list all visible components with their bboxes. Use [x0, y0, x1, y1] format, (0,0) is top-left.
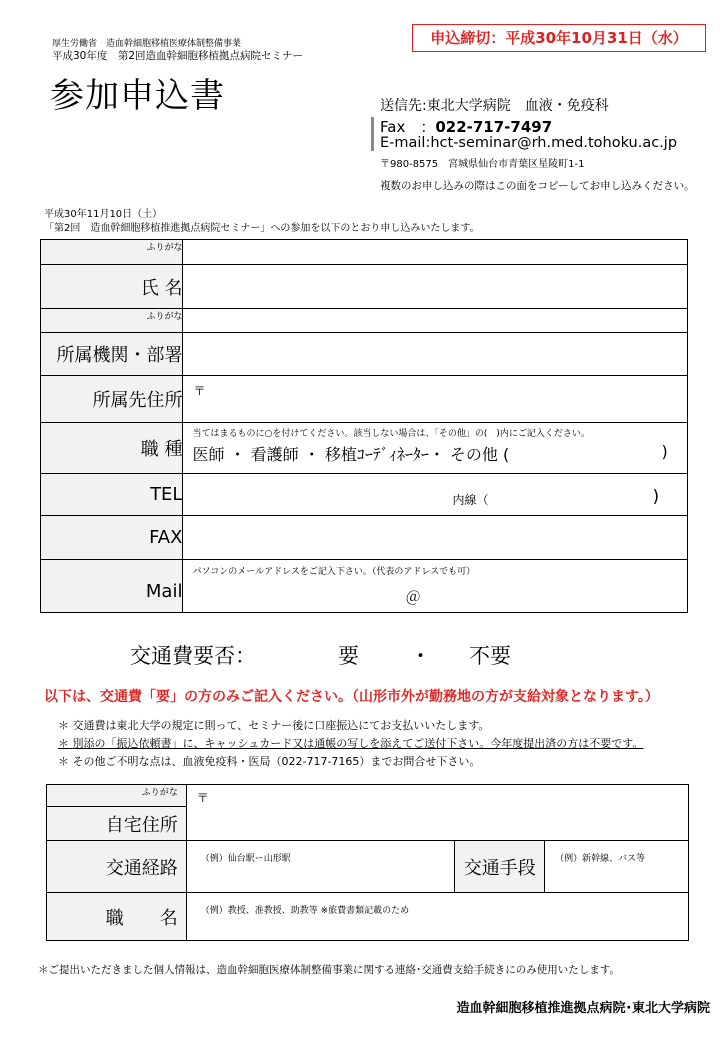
application-form [40, 239, 688, 613]
job-options-text: 医師 ・ 看護師 ・ 移植ｺｰﾃﾞｨﾈｰﾀｰ・ その他 ( [192, 445, 510, 464]
fax-field-label: FAX [41, 516, 183, 560]
job-title-field[interactable] [186, 893, 688, 941]
transport-form [46, 784, 689, 941]
means-field[interactable] [545, 841, 689, 893]
recipient-to: 送信先:東北大学病院 血液・免疫科 [380, 98, 609, 114]
home-postal-mark: 〒 [196, 791, 209, 805]
job-title-example: （例）教授、准教授、助教等 ※旅費書類記載のため [200, 906, 410, 916]
affiliation-address-label: 所属先住所 [41, 376, 183, 423]
job-field[interactable] [183, 423, 688, 474]
home-address-label: 自宅住所 [47, 807, 187, 841]
affiliation-address-field[interactable] [183, 376, 688, 423]
name-field[interactable] [183, 265, 688, 309]
recipient-bar [371, 117, 374, 151]
transport-bullet-3: ＊ その他ご不明な点は、血液免疫科・医局（022-717-7165）までお問合せ下さい。 [58, 755, 481, 768]
name-furigana-field[interactable] [183, 240, 688, 265]
privacy-note: ＊ご提出いただきました個人情報は、造血幹細胞医療体制整備事業に関する連絡･交通費支給手続きにのみ使用いたします。 [38, 964, 620, 976]
transport-bullet-1: ＊ 交通費は東北大学の規定に則って、セミナー後に口座振込にてお支払いいたします。 [58, 719, 490, 732]
tel-field[interactable] [183, 474, 688, 516]
route-label: 交通経路 [47, 841, 187, 893]
job-note: 当てはまるものに○を付けてください。該当しない場合は、「その他」の( )内にご記入ください。 [192, 429, 590, 439]
affiliation-field[interactable] [183, 333, 688, 376]
fax-label: Fax ： [380, 118, 436, 136]
ministry-line: 厚生労働省 造血幹細胞移植医療体制整備事業 [52, 39, 242, 49]
transport-bullet-2: ＊ 別添の「振込依頼書」に、キャッシュカード又は通帳の写しを添えてご送付下さい。今年度提出済の方は不要です。 [58, 737, 644, 750]
route-field[interactable] [186, 841, 455, 893]
mail-field[interactable] [183, 560, 688, 613]
home-furigana-field[interactable] [186, 785, 688, 807]
job-options [192, 442, 687, 465]
job-title-label: 職 名 [47, 893, 187, 941]
ext-label: 内線（ [452, 493, 489, 507]
transport-question: 交通費要否： [130, 644, 256, 668]
job-label: 職 種 [41, 423, 183, 474]
email-line: E-mail:hct-seminar@rh.med.tohoku.ac.jp [380, 135, 678, 151]
transport-separator: ・ [410, 644, 431, 668]
means-example: （例）新幹線、バス等 [555, 854, 646, 864]
fax-number: 022-717-7497 [435, 118, 553, 136]
means-label: 交通手段 [455, 841, 545, 893]
seminar-line: 平成30年度 第2回造血幹細胞移植拠点病院セミナー [52, 50, 304, 62]
furigana-label: ふりがな [41, 240, 183, 265]
mail-label: Mail [41, 560, 183, 613]
transport-notice: 以下は、交通費「要」の方のみご記入ください。（山形市外が勤務地の方が支給対象となります。） [44, 689, 659, 705]
transport-need-option[interactable]: 要 [338, 644, 359, 668]
deadline-box: 申込締切：平成30年10月31日（水） [412, 24, 706, 52]
home-furigana-label: ふりがな [47, 785, 187, 807]
tel-label: TEL [41, 474, 183, 516]
fax-field[interactable] [183, 516, 688, 560]
fax-line [380, 116, 552, 137]
postal-mark: 〒 [193, 384, 206, 398]
copy-note: 複数のお申し込みの際はこの面をコピーしてお申し込みください。 [380, 180, 695, 192]
at-mark: ＠ [405, 588, 421, 606]
affiliation-furigana-field[interactable] [183, 309, 688, 333]
ext-close-paren: ) [652, 487, 660, 507]
affiliation-furigana-label: ふりがな [41, 309, 183, 333]
transport-not-need-option[interactable]: 不要 [469, 644, 511, 668]
postal-address: 〒980-8575 宮城県仙台市青葉区星陵町1-1 [380, 159, 585, 170]
intro-text: 「第2回 造血幹細胞移植推進拠点病院セミナー」への参加を以下のとおり申し込みいたします。 [44, 223, 480, 234]
page-title: 参加申込書 [50, 76, 225, 116]
home-address-field[interactable] [186, 807, 688, 841]
event-date: 平成30年11月10日（土） [44, 209, 163, 220]
affiliation-label: 所属機関・部署 [41, 333, 183, 376]
route-example: （例）仙台駅ー山形駅 [200, 854, 291, 864]
organization-name: 造血幹細胞移植推進拠点病院･東北大学病院 [456, 1001, 710, 1016]
mail-note: パソコンのメールアドレスをご記入下さい。（代表のアドレスでも可） [192, 567, 476, 577]
name-label: 氏 名 [41, 265, 183, 309]
job-close-paren: ) [661, 442, 668, 461]
